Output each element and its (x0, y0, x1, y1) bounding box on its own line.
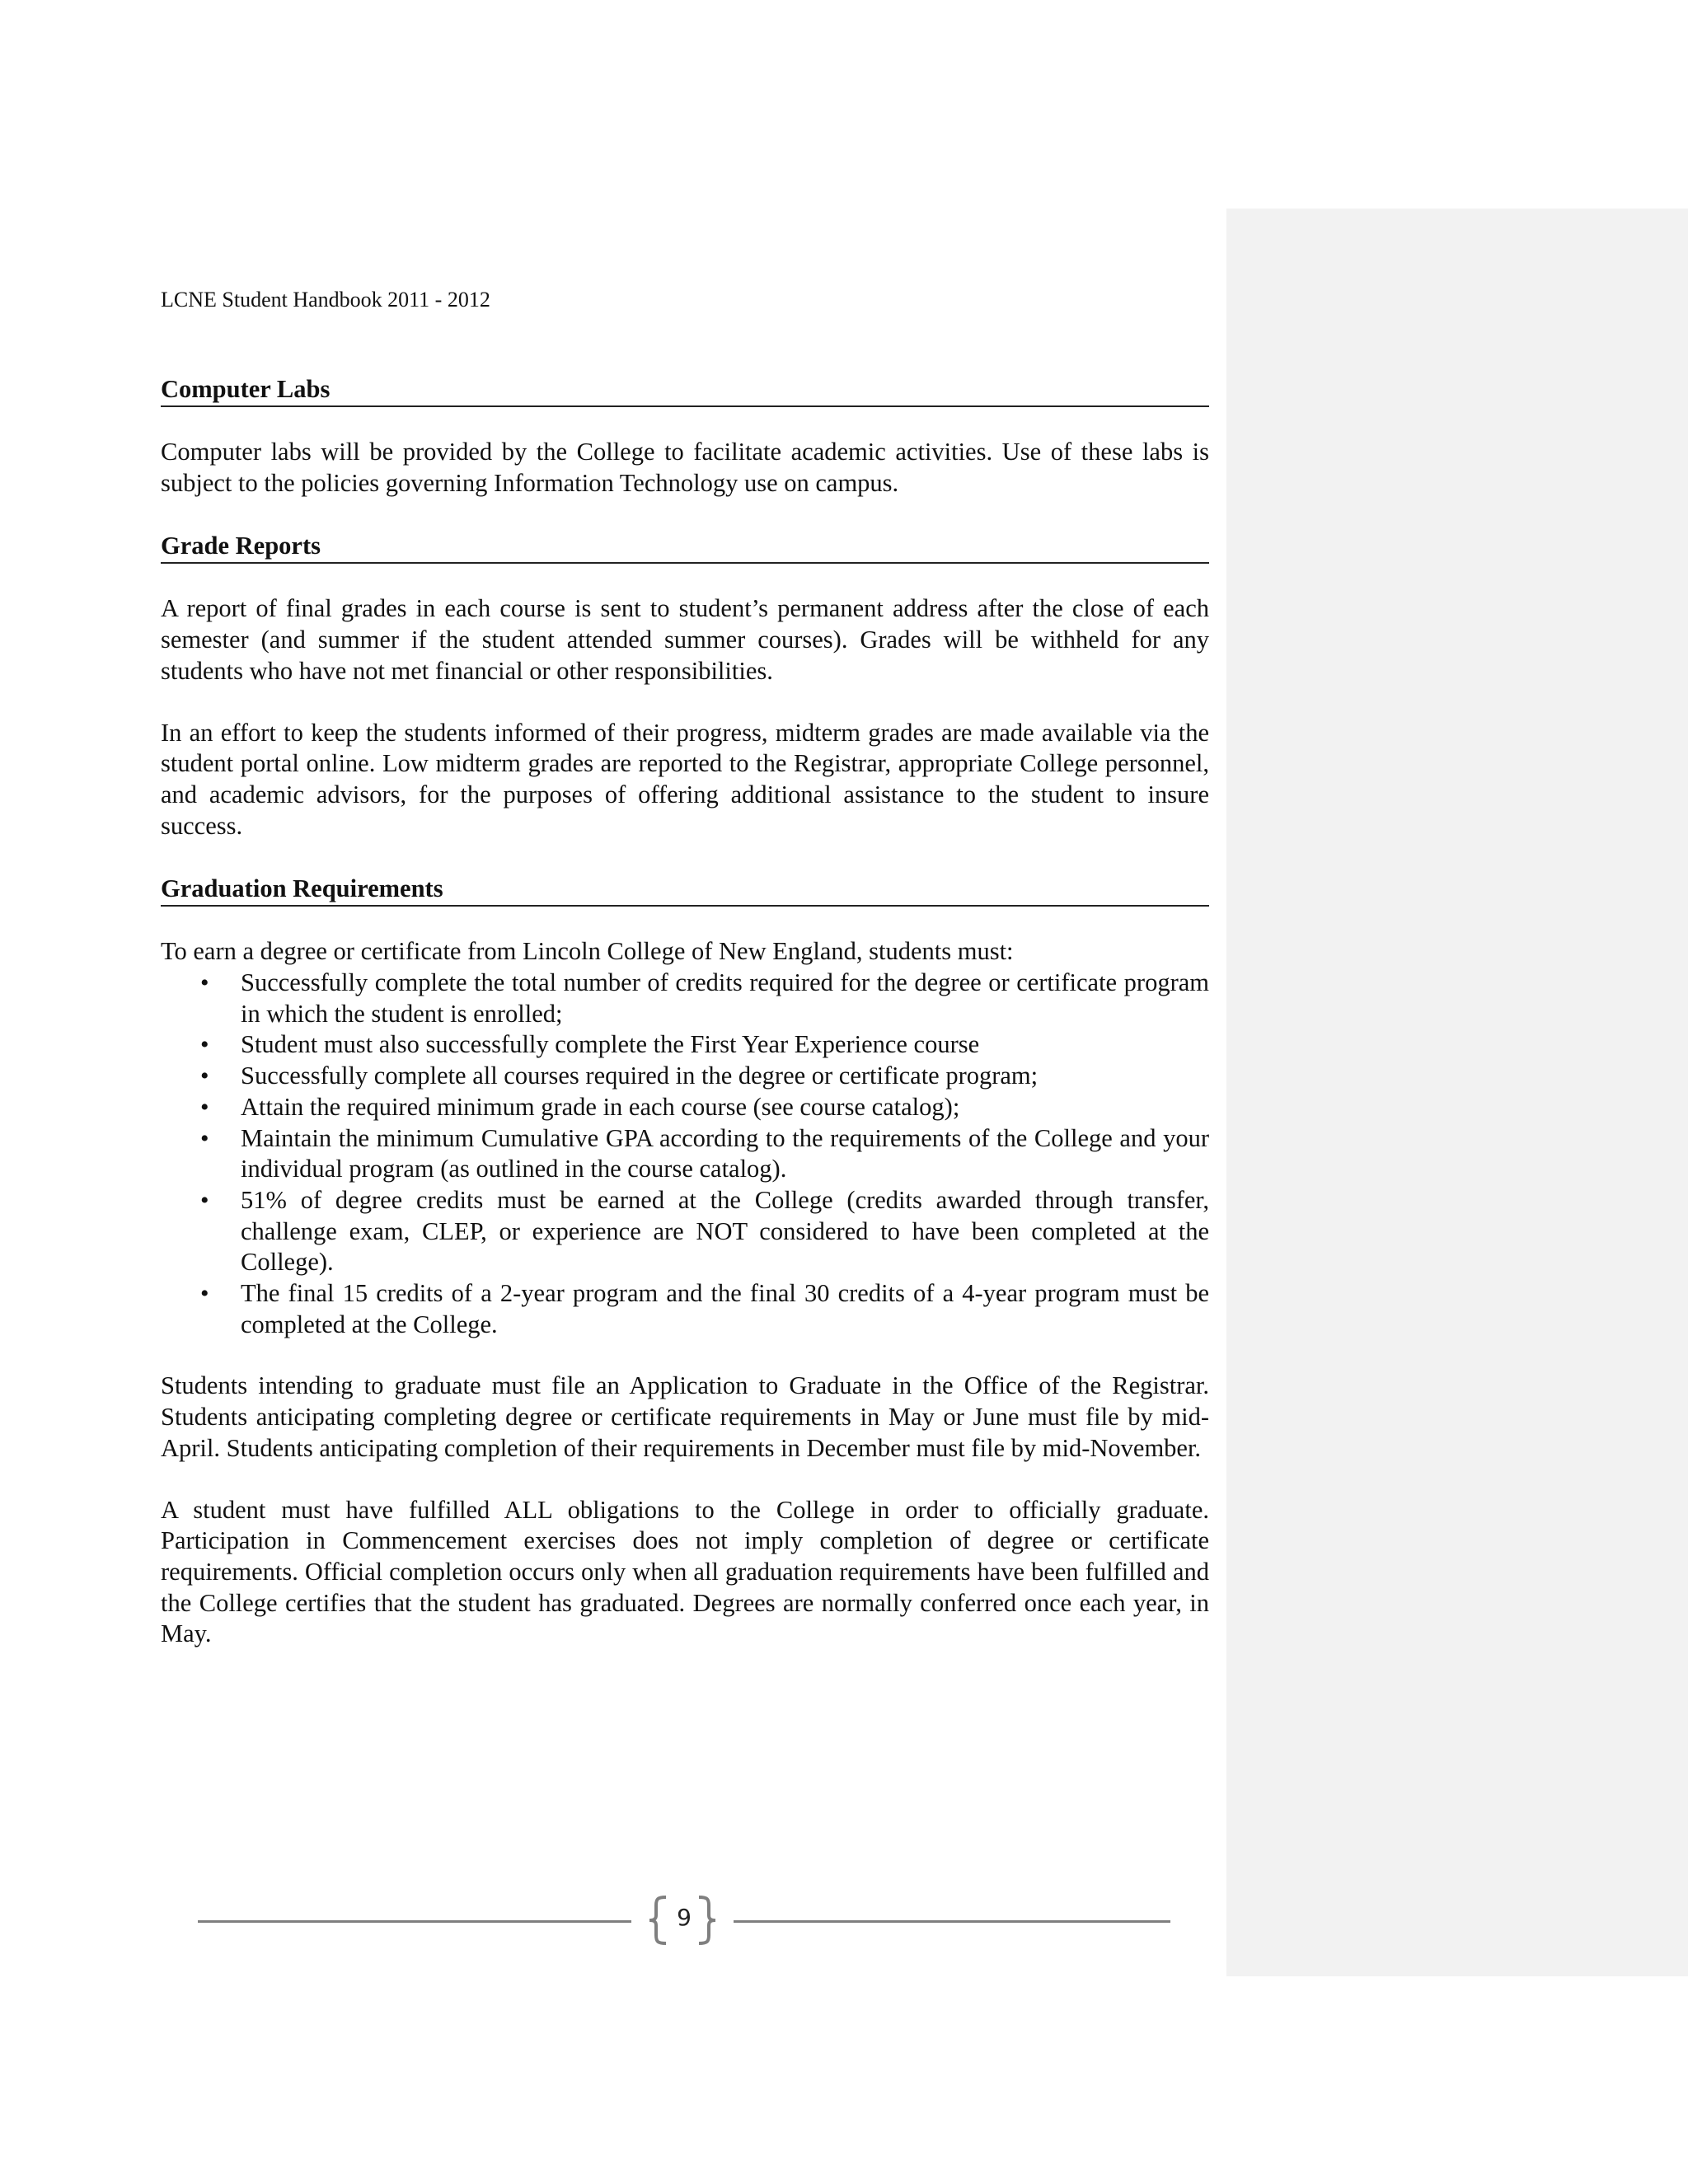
list-item (161, 1123, 1209, 1185)
footer-rule-left (198, 1920, 631, 1923)
grade-reports-paragraph-2: In an effort to keep the students informed of their progress, midterm grades are made available via the student portal online. Low midterm grades are reported to the Registrar, appropriate College personnel, and academic advisors, for the purposes of offering additional assistance to the student to insure success. (161, 718, 1209, 840)
computer-labs-paragraph: Computer labs will be provided by the College to facilitate academic activities. Use of these labs is subject to the policies governing Information Technology use on campus. (161, 438, 1209, 497)
graduation-requirements-list (161, 968, 1209, 1340)
page-number: 9 (677, 1904, 692, 1931)
bullet-icon: • (200, 1186, 209, 1214)
list-item-text: Successfully complete the total number of credits required for the degree or certificate program in which the student is enrolled; (241, 968, 1209, 1028)
section-heading-graduation-requirements: Graduation Requirements (161, 872, 1209, 907)
graduation-requirements-intro: To earn a degree or certificate from Lincoln College of New England, students must: (161, 937, 1014, 966)
list-item (161, 1185, 1209, 1278)
grade-reports-paragraph-1: A report of final grades in each course is sent to student’s permanent address after the close of each semester (and summer if the student attended summer courses). Grades will be withheld for any students who have not met financial or other responsibilities. (161, 594, 1209, 685)
list-item-text: Maintain the minimum Cumulative GPA according to the requirements of the College and your individual program (as outlined in the course catalog). (241, 1123, 1209, 1183)
list-item-text: Successfully complete all courses required in the degree or certificate program; (241, 1062, 1039, 1090)
list-item-text: Attain the required minimum grade in each course (see course catalog); (241, 1092, 960, 1121)
bullet-icon: • (200, 1062, 209, 1090)
page-footer (198, 1896, 1170, 1945)
comment-margin-pane (1226, 209, 1688, 1976)
bullet-icon: • (200, 969, 209, 997)
bullet-icon: • (200, 1031, 209, 1059)
list-item (161, 1061, 1209, 1092)
list-item-text: 51% of degree credits must be earned at the College (credits awarded through transfer, challenge exam, CLEP, or experience are NOT considered to have been completed at the College). (241, 1185, 1209, 1277)
list-item-text: Student must also successfully complete the First Year Experience course (241, 1030, 980, 1059)
list-item-text: The final 15 credits of a 2-year program and the final 30 credits of a 4-year program must be completed at the College. (241, 1279, 1209, 1338)
graduation-application-paragraph: Students intending to graduate must file an Application to Graduate in the Office of the Registrar. Students anticipating completing degree or certificate requirements in May or June must file by mid-April. Students anticipating completion of their requirements in December must file by mid-November. (161, 1371, 1209, 1462)
list-item (161, 1029, 1209, 1061)
footer-rule-right (734, 1920, 1170, 1923)
bullet-icon: • (200, 1124, 209, 1152)
graduation-obligations-paragraph: A student must have fulfilled ALL obligations to the College in order to officially graduate. Participation in Commencement exercises does not imply completion of degree or certificate requirements. Official completion occurs only when all graduation requirements have been fulfilled and the College certifies that the student has graduated. Degrees are normally conferred once each year, in May. (161, 1495, 1209, 1648)
section-heading-computer-labs: Computer Labs (161, 373, 1209, 407)
list-item (161, 968, 1209, 1029)
bullet-icon: • (200, 1093, 209, 1121)
bullet-icon: • (200, 1280, 209, 1308)
list-item (161, 1092, 1209, 1123)
right-brace-icon (689, 1896, 738, 1945)
list-item (161, 1278, 1209, 1340)
running-header: LCNE Student Handbook 2011 - 2012 (161, 288, 490, 312)
section-heading-grade-reports: Grade Reports (161, 529, 1209, 564)
page-body (161, 373, 1209, 1680)
